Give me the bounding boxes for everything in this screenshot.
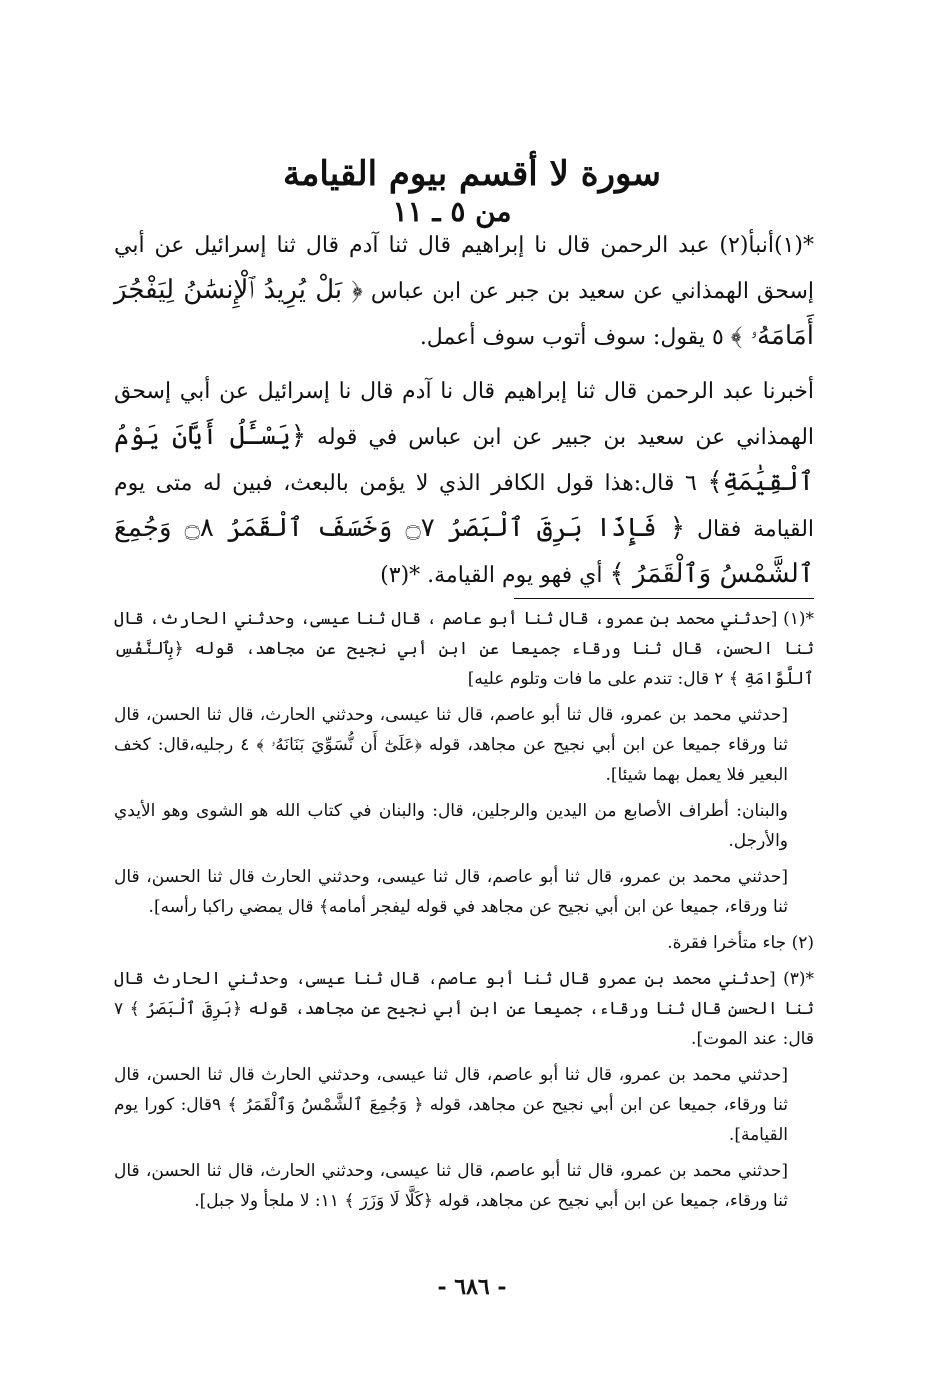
paragraph-text: ٦ قال:هذا قول الكافر الذي لا يؤمن بالبعث، فبين له متى يوم القيامة فقال xyxy=(114,471,815,542)
quran-verse: ﴿ فَإِذَا بَرِقَ ٱلْبَصَرُ ۝٧ وَخَسَفَ ٱلْقَمَرُ ۝٨ وَجُمِعَ ٱلشَّمْسُ وَٱلْقَمَرُ ﴾ xyxy=(114,513,814,589)
main-paragraph xyxy=(114,224,814,360)
footnote-2: (٢) جاء متأخرا فقرة. xyxy=(667,933,814,953)
verse-range-subtitle: من ٥ ـ ١١ xyxy=(392,195,512,228)
footnote-1-continued: [حدثني محمد بن عمرو، قال ثنا أبو عاصم، قال ثنا عيسى، وحدثني الحارث قال ثنا الحسن، قال ثنا ورقاء، جميعا عن ابن أبي نجيح عن مجاهد في قوله ليفجر أمامه﴾ قال يمضي راكبا رأسه]. xyxy=(114,867,788,917)
paragraph-text: أي فهو يوم القيامة. *(٣) xyxy=(380,563,603,588)
footnote-1: *(١) [حدثني محمد بن عمرو، قال ثنا أبو عاصم ، قال ثنا عيسى، وحدثني الحارث، قال ثنا الحسن، قال ثنا ورقاء جميعا عن ابن أبي نجيح عن مجاهد، قوله ﴿بِٱلنَّفْسِ ٱللَّوَّامَةِ ﴾ ٢ قال: تندم على ما فات وتلوم عليه] xyxy=(114,609,814,689)
footnote-1-continued: والبنان: أطراف الأصابع من اليدين والرجلين، قال: والبنان في كتاب الله هو الشوى وهو الأيدي والأرجل. xyxy=(114,801,788,851)
footnote-3-continued: [حدثني محمد بن عمرو، قال ثنا أبو عاصم، قال ثنا عيسى، وحدثني الحارث، قال ثنا الحسن، قال ثنا ورقاء، جميعا عن ابن أبي نجيح عن مجاهد، قوله ﴿كَلَّا لَا وَزَرَ ﴾ ١١: لا ملجأ ولا جبل]. xyxy=(114,1161,788,1211)
main-text-body xyxy=(114,224,814,608)
paragraph-text: ٥ يقول: سوف أتوب سوف أعمل. xyxy=(419,325,724,350)
quran-verse: ﴿ بَلْ يُرِيدُ ٱلْإِنسَٰنُ لِيَفْجُرَ أَمَامَهُۥ ﴾ xyxy=(114,275,814,351)
surah-title: سورة لا أقسم بيوم القيامة xyxy=(282,154,662,194)
paragraph-text: *(١)أنبأ(٢) عبد الرحمن قال نا إبراهيم قال ثنا آدم قال ثنا إسرائيل عن أبي إسحق الهمذاني عن سعيد بن جبر عن ابن عباس xyxy=(114,233,814,304)
footnotes-section xyxy=(114,604,814,1222)
footnote-divider xyxy=(514,598,814,599)
footnote-3-continued: [حدثني محمد بن عمرو، قال ثنا أبو عاصم، قال ثنا عيسى، وحدثني الحارث قال ثنا الحسن، قال ثنا ورقاء، جميعا عن ابن أبي نجيح عن مجاهد، قوله ﴿ وَجُمِعَ ٱلشَّمْسُ وَٱلْقَمَرُ ﴾ ٩قال: كورا يوم القيامة]. xyxy=(114,1065,788,1145)
paragraph-text: أخبرنا عبد الرحمن قال ثنا إبراهيم قال نا آدم قال نا إسرائيل عن أبي إسحق الهمذاني عن سعيد بن جبير عن ابن عباس في قوله xyxy=(114,379,815,450)
footnote-1-continued: [حدثني محمد بن عمرو، قال ثنا أبو عاصم، قال ثنا عيسى، وحدثني الحارث، قال ثنا الحسن، قال ثنا ورقاء جميعا عن ابن أبي نجيح عن مجاهد، قوله ﴿عَلَىٰٓ أَن نُّسَوِّيَ بَنَانَهُۥ ﴾ ٤ رجليه،قال: كخف البعير فلا يعمل بهما شيئا]. xyxy=(114,705,788,785)
page-number: - ٦٨٦ - xyxy=(437,1274,507,1300)
main-paragraph xyxy=(114,370,814,598)
footnote-3: *(٣) [حدثني محمد بن عمرو قال ثنا أبو عاصم، قال ثنا عيسى، وحدثني الحارث قال ثنا الحسن قال ثنا ورقاء، جميعا عن ابن أبي نجيح عن مجاهد، قوله ﴿بَرِقَ ٱلْبَصَرُ ﴾ ٧ قال: عند الموت]. xyxy=(114,969,814,1049)
quran-verse: ﴿يَسْـَٔلُ أَيَّانَ يَوْمُ ٱلْقِيَٰمَةِ﴾ xyxy=(114,421,814,497)
